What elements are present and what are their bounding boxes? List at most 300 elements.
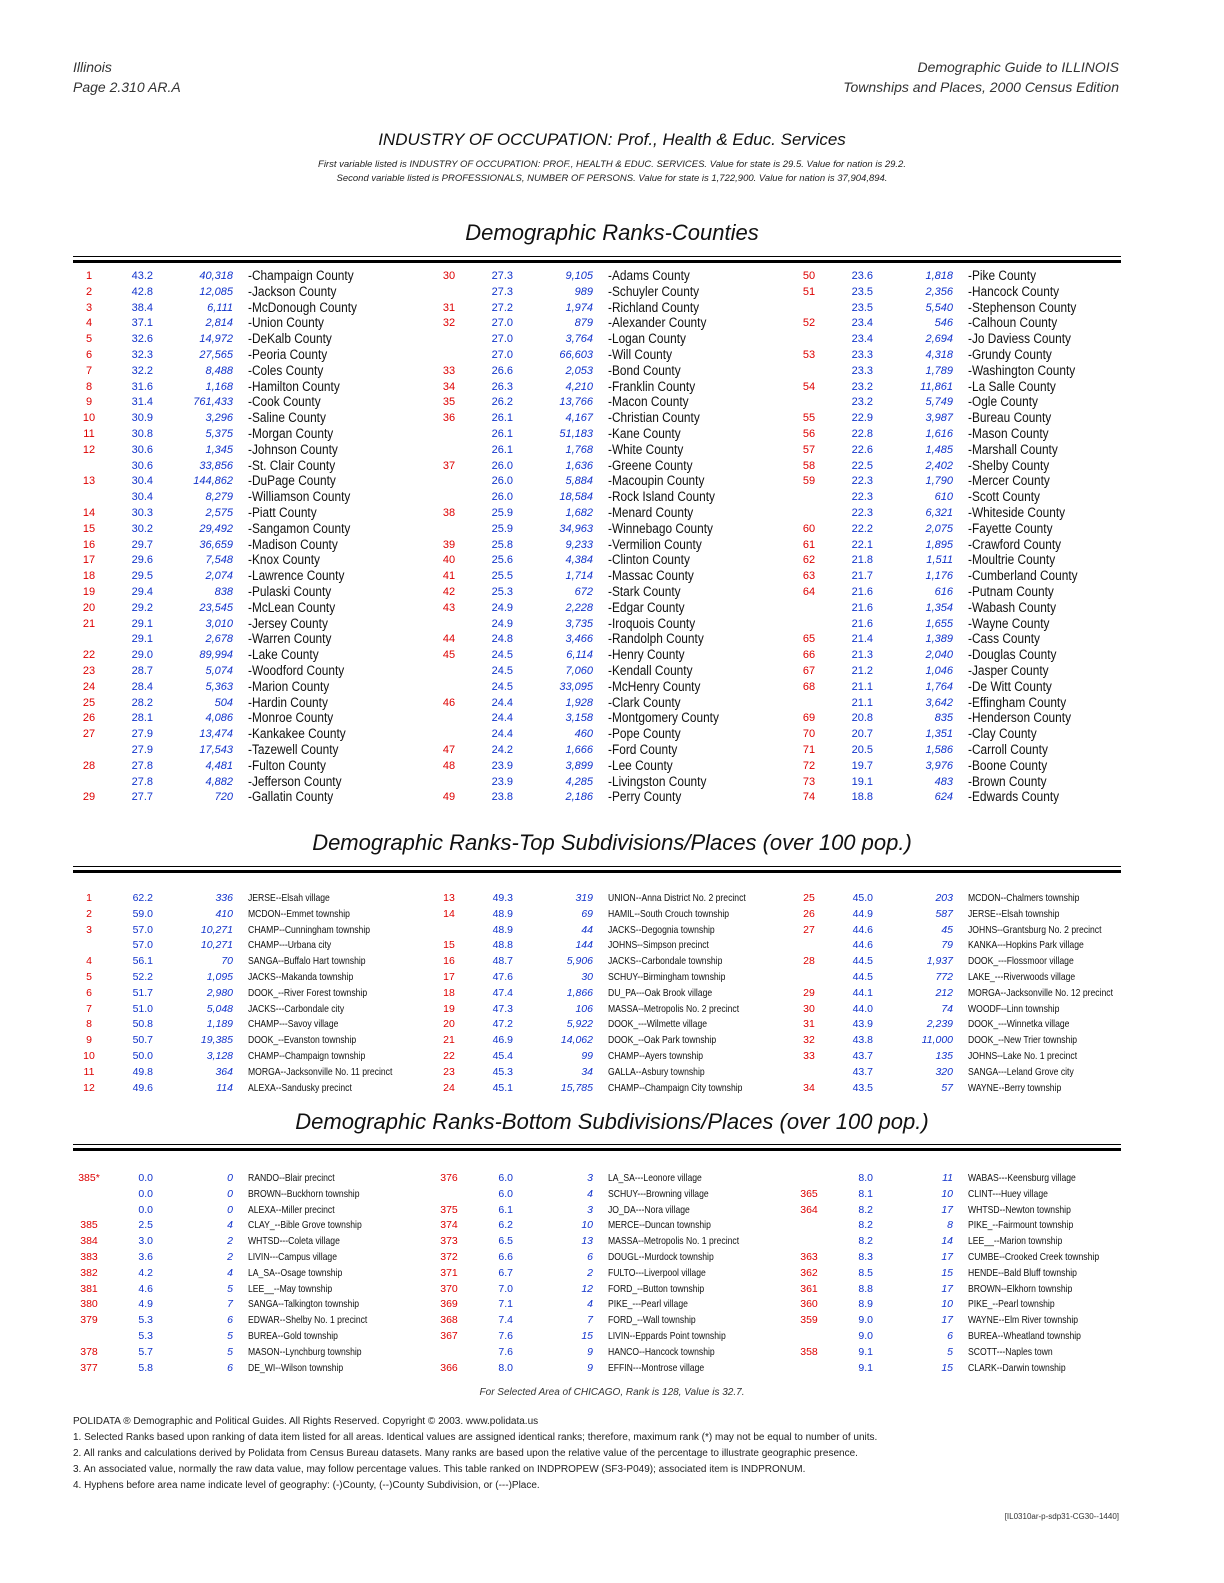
persons-value: 7,548	[205, 554, 233, 567]
persons-value: 546	[934, 317, 953, 330]
footnote-3: 3. An associated value, normally the raw data value, may follow percentage values. This table ranked on INDPROPEW (SF3-P049); associated item is INDPRONUM.	[73, 1464, 806, 1475]
persons-value: 4	[227, 1219, 233, 1232]
rank: 34	[442, 380, 456, 393]
percent-value: 45.1	[492, 1081, 513, 1094]
percent-value: 23.4	[851, 333, 873, 346]
percent-value: 45.0	[852, 892, 873, 904]
persons-value: 1,176	[925, 570, 953, 583]
persons-value: 1,485	[925, 443, 953, 456]
persons-value: 6,111	[207, 301, 233, 314]
area-name: ALEXA--Sandusky precinct	[248, 1081, 352, 1094]
rank: 23	[443, 1065, 455, 1078]
percent-value: 30.6	[131, 443, 153, 456]
persons-value: 14,972	[199, 333, 233, 346]
rank: 380	[80, 1298, 98, 1311]
percent-value: 47.2	[492, 1018, 513, 1031]
percent-value: 8.0	[498, 1361, 513, 1374]
area-name: -McDonough County	[248, 299, 357, 315]
percent-value: 9.0	[858, 1314, 873, 1327]
persons-value: 9,233	[565, 538, 593, 551]
area-name: DOOK_--New Trier township	[968, 1034, 1078, 1047]
persons-value: 3,466	[565, 633, 593, 646]
area-name: DOOK_--River Forest township	[248, 986, 368, 999]
rank: 67	[802, 665, 816, 677]
area-name: -Bond County	[608, 362, 681, 378]
area-name: JOHNS--Grantsburg No. 2 precinct	[968, 923, 1102, 936]
percent-value: 6.1	[498, 1203, 513, 1216]
percent-value: 24.9	[491, 601, 513, 614]
rank: 5	[85, 333, 93, 346]
percent-value: 51.0	[132, 1002, 153, 1015]
percent-value: 9.1	[858, 1345, 873, 1358]
persons-value: 835	[934, 712, 953, 725]
rank: 35	[442, 396, 456, 409]
area-name: -Piatt County	[248, 505, 317, 520]
percent-value: 19.1	[851, 775, 873, 788]
area-name: -Lake County	[248, 647, 319, 663]
rank: 9	[85, 396, 93, 409]
percent-value: 22.1	[851, 538, 873, 551]
area-name: JACKS---Carbondale city	[248, 1002, 345, 1015]
persons-value: 4,384	[565, 554, 593, 567]
persons-value: 0	[227, 1203, 233, 1216]
percent-value: 27.3	[491, 285, 513, 298]
persons-value: 410	[215, 907, 233, 920]
percent-value: 27.3	[491, 270, 513, 282]
persons-value: 11,000	[921, 1034, 953, 1047]
area-name: BROWN--Buckhorn township	[248, 1187, 360, 1200]
area-name: -Williamson County	[248, 489, 351, 505]
area-name: -Lawrence County	[248, 568, 345, 584]
area-name: JERSE--Elsah village	[248, 892, 330, 904]
persons-value: 70	[221, 955, 233, 968]
percent-value: 21.1	[851, 696, 873, 709]
percent-value: 42.8	[131, 285, 153, 298]
rank: 12	[83, 1081, 95, 1094]
rank: 385	[80, 1219, 98, 1232]
persons-value: 5,884	[565, 475, 593, 488]
persons-value: 33,095	[559, 680, 593, 693]
percent-value: 23.3	[851, 364, 873, 377]
area-name: -Wayne County	[968, 615, 1050, 631]
percent-value: 27.0	[491, 317, 513, 330]
percent-value: 26.6	[491, 364, 513, 377]
percent-value: 57.0	[132, 923, 153, 936]
area-name: -Grundy County	[968, 347, 1052, 362]
area-name: DU_PA---Oak Brook village	[608, 986, 713, 999]
area-name: -McLean County	[248, 599, 336, 615]
percent-value: 26.0	[491, 475, 513, 488]
rank: 5	[86, 971, 92, 983]
percent-value: 5.3	[138, 1330, 153, 1342]
persons-value: 57	[941, 1081, 953, 1094]
area-name: -Macoupin County	[608, 473, 705, 489]
area-name: MERCE--Duncan township	[608, 1219, 711, 1232]
footer-notes	[73, 1414, 877, 1494]
persons-value: 1,928	[565, 696, 593, 709]
percent-value: 30.4	[131, 491, 153, 504]
rank: 43	[442, 601, 456, 614]
rank: 368	[440, 1314, 458, 1327]
area-name: PIKE_---Pearl village	[608, 1298, 688, 1311]
rank: 25	[82, 696, 96, 709]
area-name: -Montgomery County	[608, 710, 719, 726]
area-name: -Marion County	[248, 678, 330, 694]
area-name: WHTSD---Coleta village	[248, 1235, 340, 1248]
persons-value: 1,616	[925, 428, 953, 440]
percent-value: 44.5	[852, 955, 873, 968]
area-name: HENDE--Bald Bluff township	[968, 1266, 1077, 1279]
percent-value: 32.3	[131, 349, 153, 361]
persons-value: 2,980	[206, 986, 233, 999]
rank: 37	[442, 459, 456, 472]
area-name: CUMBE--Crooked Creek township	[968, 1251, 1100, 1263]
percent-value: 8.1	[858, 1187, 873, 1200]
area-name: -Pike County	[968, 268, 1037, 283]
area-name: JOHNS--Lake No. 1 precinct	[968, 1050, 1078, 1062]
percent-value: 25.8	[491, 538, 513, 551]
percent-value: 8.2	[858, 1219, 873, 1232]
persons-value: 5,048	[206, 1002, 233, 1015]
percent-value: 43.5	[852, 1081, 873, 1094]
area-name: EDWAR--Shelby No. 1 precinct	[248, 1314, 368, 1327]
persons-value: 4,210	[565, 380, 593, 393]
persons-value: 672	[574, 586, 593, 598]
persons-value: 7	[587, 1314, 593, 1327]
persons-value: 989	[574, 285, 593, 298]
area-name: -Clark County	[608, 694, 681, 710]
persons-value: 69	[581, 907, 593, 920]
percent-value: 22.3	[851, 475, 873, 488]
header-right	[843, 57, 1119, 97]
rank: 366	[440, 1361, 458, 1374]
persons-value: 4	[587, 1298, 593, 1311]
persons-value: 2,239	[926, 1018, 953, 1031]
rank: 39	[442, 538, 456, 551]
persons-value: 3,128	[206, 1050, 233, 1062]
percent-value: 21.6	[851, 601, 873, 614]
persons-value: 203	[935, 892, 953, 904]
persons-value: 1,768	[565, 443, 593, 456]
percent-value: 22.3	[851, 491, 873, 504]
area-name: -Tazewell County	[248, 742, 339, 757]
percent-value: 21.6	[851, 617, 873, 630]
persons-value: 99	[581, 1050, 593, 1062]
area-name: -Scott County	[968, 489, 1040, 505]
rank: 21	[82, 617, 96, 630]
area-name: -Kendall County	[608, 663, 693, 678]
persons-value: 15	[941, 1266, 953, 1279]
top-divider	[73, 866, 1121, 873]
area-name: HAMIL--South Crouch township	[608, 907, 730, 920]
rank: 30	[803, 1002, 815, 1015]
area-name: -Ogle County	[968, 394, 1039, 410]
counties-divider	[73, 256, 1121, 263]
persons-value: 2,075	[925, 522, 953, 535]
persons-value: 3,296	[205, 412, 233, 425]
rank: 378	[80, 1345, 98, 1358]
area-name: LA_SA---Leonore village	[608, 1172, 702, 1184]
persons-value: 4,882	[205, 775, 233, 788]
area-name: -Effingham County	[968, 694, 1067, 710]
percent-value: 43.7	[852, 1050, 873, 1062]
persons-value: 5,363	[205, 680, 233, 693]
area-name: -Champaign County	[248, 268, 354, 283]
percent-value: 22.3	[851, 507, 873, 519]
persons-value: 1,714	[565, 570, 593, 583]
area-name: FORD_--Button township	[608, 1282, 705, 1295]
area-name: -Monroe County	[248, 710, 334, 726]
percent-value: 62.2	[132, 892, 153, 904]
percent-value: 51.7	[132, 986, 153, 999]
percent-value: 6.5	[498, 1235, 513, 1248]
area-name: -Perry County	[608, 789, 682, 805]
area-name: LEE__--Marion township	[968, 1235, 1063, 1248]
percent-value: 23.9	[491, 759, 513, 772]
area-name: -Jasper County	[968, 663, 1049, 678]
rank: 58	[802, 459, 816, 472]
persons-value: 10	[941, 1298, 953, 1311]
rank: 36	[442, 412, 456, 425]
persons-value: 10	[941, 1187, 953, 1200]
area-name: PIKE_--Fairmount township	[968, 1219, 1074, 1232]
persons-value: 10,271	[200, 939, 233, 952]
rank: 27	[82, 728, 96, 741]
rank: 382	[80, 1266, 98, 1279]
persons-value: 4,167	[565, 412, 593, 425]
rank: 13	[82, 475, 96, 488]
area-name: WAYNE--Berry township	[968, 1081, 1062, 1094]
rank: 14	[443, 907, 455, 920]
persons-value: 1,095	[206, 971, 233, 983]
percent-value: 21.6	[851, 586, 873, 598]
percent-value: 22.2	[851, 522, 873, 535]
area-name: WHTSD--Newton township	[968, 1203, 1071, 1216]
rank: 46	[442, 696, 456, 709]
rank: 50	[802, 270, 816, 282]
area-name: -Henry County	[608, 647, 685, 663]
percent-value: 27.8	[131, 775, 153, 788]
percent-value: 0.0	[138, 1187, 153, 1200]
area-name: JERSE--Elsah township	[968, 907, 1060, 920]
percent-value: 50.7	[132, 1034, 153, 1047]
area-name: MASSA--Metropolis No. 2 precinct	[608, 1002, 740, 1015]
area-name: -Johnson County	[248, 441, 338, 457]
area-name: -Jo Daviess County	[968, 331, 1072, 347]
area-name: -Boone County	[968, 757, 1048, 773]
persons-value: 587	[935, 907, 953, 920]
area-name: MASSA--Metropolis No. 1 precinct	[608, 1235, 740, 1248]
header-left	[73, 57, 181, 97]
area-name: -La Salle County	[968, 378, 1056, 394]
percent-value: 9.1	[858, 1361, 873, 1374]
rank: 48	[442, 759, 456, 772]
rank: 383	[80, 1251, 98, 1263]
persons-value: 4,285	[565, 775, 593, 788]
percent-value: 32.6	[131, 333, 153, 346]
rank: 44	[442, 633, 456, 646]
percent-value: 21.3	[851, 649, 873, 662]
area-name: -Wabash County	[968, 599, 1057, 615]
area-name: -Morgan County	[248, 426, 334, 441]
percent-value: 57.0	[132, 939, 153, 952]
percent-value: 29.6	[131, 554, 153, 567]
percent-value: 22.9	[851, 412, 873, 425]
rank: 2	[86, 907, 92, 920]
area-name: -Edwards County	[968, 789, 1060, 805]
area-name: -Fulton County	[248, 757, 326, 773]
document-code: [IL0310ar-p-sdp31-CG30--1440]	[1004, 1512, 1119, 1521]
area-name: ALEXA--Miller precinct	[248, 1203, 335, 1216]
area-name: BUREA--Wheatland township	[968, 1330, 1081, 1342]
rank: 11	[83, 428, 95, 440]
area-name: -Putnam County	[968, 584, 1054, 599]
percent-value: 43.9	[852, 1018, 873, 1031]
rank: 26	[803, 907, 815, 920]
persons-value: 106	[575, 1002, 593, 1015]
persons-value: 13,474	[199, 728, 233, 741]
persons-value: 2,694	[925, 333, 953, 346]
percent-value: 7.6	[498, 1330, 513, 1342]
area-name: -St. Clair County	[248, 457, 336, 473]
percent-value: 23.2	[851, 396, 873, 409]
percent-value: 26.1	[491, 443, 513, 456]
percent-value: 26.2	[491, 396, 513, 409]
rank: 7	[85, 364, 93, 377]
area-name: CLARK--Darwin township	[968, 1361, 1066, 1374]
rank: 59	[802, 475, 816, 488]
area-name: -Washington County	[968, 362, 1076, 378]
persons-value: 12	[581, 1282, 593, 1295]
area-name: WAYNE--Elm River township	[968, 1314, 1079, 1327]
area-name: -Crawford County	[968, 536, 1062, 552]
persons-value: 66,603	[559, 349, 593, 361]
area-name: -Christian County	[608, 410, 700, 426]
percent-value: 28.2	[131, 696, 153, 709]
rank: 19	[443, 1002, 455, 1015]
persons-value: 1,937	[926, 955, 953, 968]
rank: 70	[802, 728, 816, 741]
percent-value: 37.1	[131, 317, 153, 330]
persons-value: 17	[941, 1251, 953, 1263]
persons-value: 320	[935, 1065, 953, 1078]
percent-value: 24.5	[491, 649, 513, 662]
rank: 381	[80, 1282, 98, 1295]
percent-value: 6.2	[498, 1219, 513, 1232]
persons-value: 6,114	[566, 649, 593, 662]
area-name: -Menard County	[608, 505, 694, 520]
area-name: -Cass County	[968, 631, 1040, 647]
rank: 69	[802, 712, 816, 725]
area-name: -Hardin County	[248, 694, 328, 710]
rank: 384	[80, 1235, 98, 1248]
percent-value: 20.7	[851, 728, 873, 741]
percent-value: 8.2	[858, 1203, 873, 1216]
percent-value: 27.0	[491, 349, 513, 361]
area-name: -DeKalb County	[248, 331, 332, 347]
percent-value: 29.7	[131, 538, 153, 551]
rank: 6	[86, 986, 92, 999]
percent-value: 43.2	[131, 270, 153, 282]
area-name: LIVIN---Campus village	[248, 1251, 338, 1263]
persons-value: 1,764	[925, 680, 953, 693]
percent-value: 48.9	[492, 923, 513, 936]
area-name: -Cook County	[248, 394, 321, 410]
rank: 71	[802, 744, 816, 756]
persons-value: 34,963	[559, 522, 593, 535]
persons-value: 212	[935, 986, 953, 999]
rank: 60	[802, 522, 816, 535]
area-name: JACKS--Carbondale township	[608, 955, 723, 968]
persons-value: 2,074	[205, 570, 233, 583]
percent-value: 49.8	[132, 1065, 153, 1078]
percent-value: 27.9	[131, 728, 153, 741]
rank: 4	[85, 317, 93, 330]
area-name: -Marshall County	[968, 441, 1058, 457]
area-name: SCHUY---Browning village	[608, 1187, 709, 1200]
area-name: -Clinton County	[608, 552, 690, 568]
percent-value: 8.2	[858, 1235, 873, 1248]
rank: 362	[800, 1266, 818, 1279]
percent-value: 21.7	[851, 570, 873, 583]
percent-value: 48.7	[492, 955, 513, 968]
area-name: -Edgar County	[608, 599, 685, 615]
rank: 8	[86, 1018, 92, 1031]
percent-value: 26.3	[491, 380, 513, 393]
rank: 31	[442, 301, 456, 314]
percent-value: 23.6	[851, 270, 873, 282]
area-name: -Knox County	[248, 552, 320, 568]
percent-value: 27.8	[131, 759, 153, 772]
state-name: Illinois	[73, 59, 112, 75]
persons-value: 2,402	[925, 459, 953, 472]
area-name: -Richland County	[608, 299, 700, 315]
area-name: -Bureau County	[968, 410, 1052, 426]
percent-value: 59.0	[132, 907, 153, 920]
area-name: EFFIN---Montrose village	[608, 1361, 705, 1374]
percent-value: 5.7	[138, 1345, 153, 1358]
persons-value: 5	[947, 1345, 953, 1358]
rank: 28	[803, 955, 815, 968]
percent-value: 27.2	[491, 301, 513, 314]
area-name: FORD_--Wall township	[608, 1314, 696, 1327]
area-name: DOUGL--Murdock township	[608, 1251, 714, 1263]
persons-value: 772	[935, 971, 953, 983]
area-name: MORGA--Jacksonville No. 11 precinct	[248, 1065, 393, 1078]
percent-value: 8.9	[858, 1298, 873, 1311]
persons-value: 2	[587, 1266, 593, 1279]
persons-value: 616	[934, 586, 953, 598]
rank: 358	[800, 1345, 818, 1358]
persons-value: 3,987	[925, 412, 953, 425]
area-name: -Vermilion County	[608, 536, 702, 552]
percent-value: 23.2	[851, 380, 873, 393]
rank: 12	[82, 443, 96, 456]
persons-value: 11,861	[920, 380, 953, 393]
persons-value: 18,584	[559, 491, 593, 504]
persons-value: 3,642	[925, 696, 953, 709]
percent-value: 21.1	[851, 680, 873, 693]
rank: 364	[800, 1203, 818, 1216]
percent-value: 4.2	[138, 1266, 153, 1279]
persons-value: 10	[581, 1219, 593, 1232]
area-name: CHAMP--Champaign township	[248, 1050, 366, 1062]
area-name: -Pope County	[608, 726, 681, 742]
percent-value: 29.4	[131, 586, 153, 598]
percent-value: 6.0	[498, 1172, 513, 1184]
persons-value: 2,814	[205, 317, 233, 330]
percent-value: 20.5	[851, 744, 873, 756]
